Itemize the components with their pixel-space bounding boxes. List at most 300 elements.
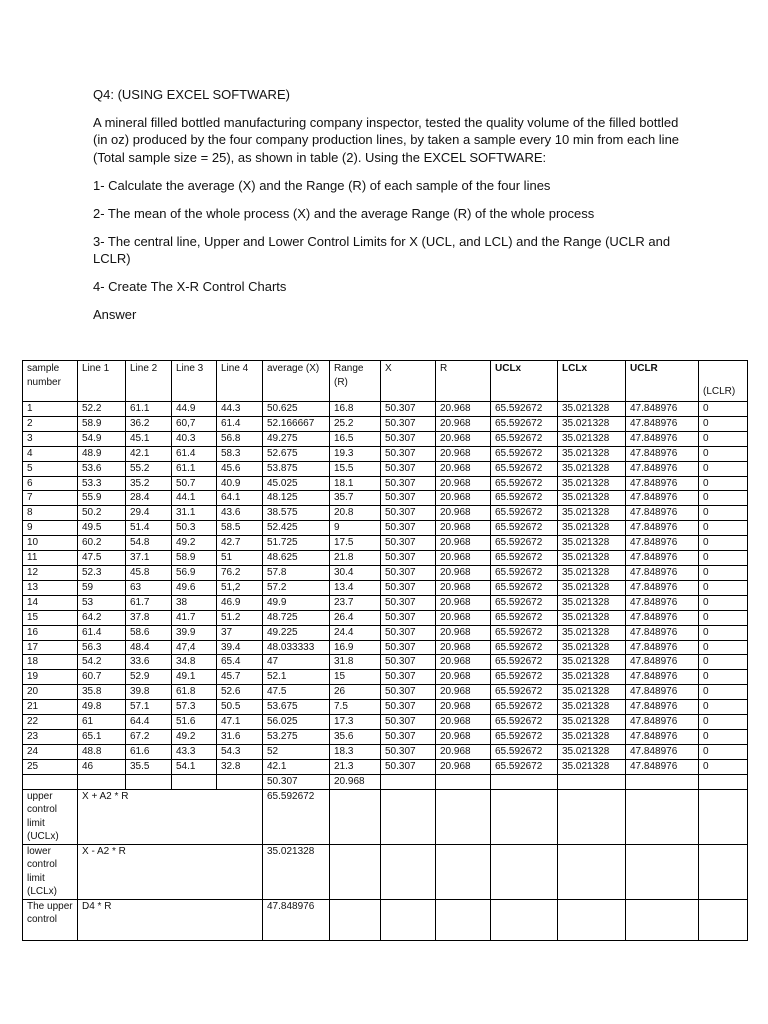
cell-line-1: 60.7 xyxy=(78,670,126,685)
ucl-r-label: The upper control xyxy=(23,899,78,940)
cell-lclr: 0 xyxy=(699,580,748,595)
cell-uclx: 65.592672 xyxy=(491,610,558,625)
cell-average: 49.225 xyxy=(263,625,330,640)
cell-uclx: 65.592672 xyxy=(491,402,558,417)
cell-average: 48.125 xyxy=(263,491,330,506)
cell-average: 49.9 xyxy=(263,595,330,610)
table-row xyxy=(23,565,748,580)
cell-uclr: 47.848976 xyxy=(626,506,699,521)
cell-uclx: 65.592672 xyxy=(491,416,558,431)
cell-average: 53.875 xyxy=(263,461,330,476)
header-x-bar: X xyxy=(381,361,436,402)
cell-line-1: 52.3 xyxy=(78,565,126,580)
cell-lclr: 0 xyxy=(699,476,748,491)
cell-line-3: 49.2 xyxy=(172,536,217,551)
table-row xyxy=(23,521,748,536)
cell-line-3: 38 xyxy=(172,595,217,610)
cell-x-bar: 50.307 xyxy=(381,416,436,431)
cell-uclx: 65.592672 xyxy=(491,759,558,774)
cell-lclr: 0 xyxy=(699,431,748,446)
cell-sample: 21 xyxy=(23,700,78,715)
cell-lclr: 0 xyxy=(699,655,748,670)
cell-lclr: 0 xyxy=(699,521,748,536)
cell-average: 53.275 xyxy=(263,729,330,744)
cell-lclx: 35.021328 xyxy=(558,744,626,759)
cell-uclx: 65.592672 xyxy=(491,506,558,521)
cell-line-3: 49.6 xyxy=(172,580,217,595)
cell-uclx: 65.592672 xyxy=(491,595,558,610)
cell-range: 25.2 xyxy=(330,416,381,431)
task-2: 2- The mean of the whole process (X) and the average Range (R) of the whole process xyxy=(93,205,595,221)
cell-lclx: 35.021328 xyxy=(558,670,626,685)
cell-sample: 3 xyxy=(23,431,78,446)
question-text xyxy=(93,86,683,334)
cell-line-4: 58.3 xyxy=(217,446,263,461)
cell-uclx: 65.592672 xyxy=(491,565,558,580)
cell-line-4: 52.6 xyxy=(217,685,263,700)
cell-r-bar: 20.968 xyxy=(436,625,491,640)
cell-line-4: 58.5 xyxy=(217,521,263,536)
cell-lclx: 35.021328 xyxy=(558,551,626,566)
cell-range: 16.5 xyxy=(330,431,381,446)
cell-average: 49.275 xyxy=(263,431,330,446)
cell-uclx: 65.592672 xyxy=(491,670,558,685)
cell-lclx: 35.021328 xyxy=(558,521,626,536)
cell-line-2: 61.6 xyxy=(126,744,172,759)
cell-average: 50.625 xyxy=(263,402,330,417)
cell-line-2: 35.2 xyxy=(126,476,172,491)
cell-r-bar: 20.968 xyxy=(436,431,491,446)
cell-line-3: 56.9 xyxy=(172,565,217,580)
table-row xyxy=(23,625,748,640)
cell-sample: 14 xyxy=(23,595,78,610)
cell-r-bar: 20.968 xyxy=(436,446,491,461)
table-row xyxy=(23,431,748,446)
cell-average: 56.025 xyxy=(263,715,330,730)
cell-lclx: 35.021328 xyxy=(558,536,626,551)
table-row xyxy=(23,685,748,700)
cell-x-bar: 50.307 xyxy=(381,446,436,461)
cell-line-1: 60.2 xyxy=(78,536,126,551)
table-row xyxy=(23,402,748,417)
cell-line-4: 65.4 xyxy=(217,655,263,670)
cell-x-bar: 50.307 xyxy=(381,551,436,566)
cell-line-2: 45.8 xyxy=(126,565,172,580)
cell-line-4: 46.9 xyxy=(217,595,263,610)
cell-lclx: 35.021328 xyxy=(558,491,626,506)
header-average: average (X) xyxy=(263,361,330,402)
cell-line-4: 47.1 xyxy=(217,715,263,730)
lcl-x-row xyxy=(23,844,748,899)
ucl-r-value: 47.848976 xyxy=(263,899,330,940)
cell-line-2: 35.5 xyxy=(126,759,172,774)
cell-sample: 18 xyxy=(23,655,78,670)
cell-line-3: 31.1 xyxy=(172,506,217,521)
cell-range: 35.6 xyxy=(330,729,381,744)
cell-average: 52.675 xyxy=(263,446,330,461)
cell-lclr: 0 xyxy=(699,715,748,730)
cell-uclr: 47.848976 xyxy=(626,431,699,446)
cell-line-2: 28.4 xyxy=(126,491,172,506)
cell-line-4: 56.8 xyxy=(217,431,263,446)
cell-uclr: 47.848976 xyxy=(626,625,699,640)
cell-line-1: 48.8 xyxy=(78,744,126,759)
task-1: 1- Calculate the average (X) and the Range (R) of each sample of the four lines xyxy=(93,177,551,193)
cell-lclx: 35.021328 xyxy=(558,461,626,476)
cell-line-2: 37.1 xyxy=(126,551,172,566)
question-intro: A mineral filled bottled manufacturing company inspector, tested the quality volume of the filled bottled (in oz) produced by the four company production lines, by taken a sample every 10 min from each line (Total sample size = 25), as shown in table (2). Using the EXCEL SOFTWARE: xyxy=(93,114,680,165)
cell-line-3: 44.9 xyxy=(172,402,217,417)
task-4: 4- Create The X-R Control Charts xyxy=(93,279,287,294)
cell-line-2: 39.8 xyxy=(126,685,172,700)
cell-line-4: 43.6 xyxy=(217,506,263,521)
cell-lclx: 35.021328 xyxy=(558,685,626,700)
cell-line-4: 51 xyxy=(217,551,263,566)
cell-line-2: 61.7 xyxy=(126,595,172,610)
ucl-x-value: 65.592672 xyxy=(263,789,330,844)
cell-uclr: 47.848976 xyxy=(626,446,699,461)
cell-lclr: 0 xyxy=(699,595,748,610)
cell-range: 26 xyxy=(330,685,381,700)
cell-lclx: 35.021328 xyxy=(558,506,626,521)
cell-sample: 23 xyxy=(23,729,78,744)
cell-uclx: 65.592672 xyxy=(491,744,558,759)
cell-x-bar: 50.307 xyxy=(381,431,436,446)
cell-r-bar: 20.968 xyxy=(436,491,491,506)
cell-average: 52 xyxy=(263,744,330,759)
cell-range: 21.3 xyxy=(330,759,381,774)
cell-range: 26.4 xyxy=(330,610,381,625)
cell-r-bar: 20.968 xyxy=(436,685,491,700)
answer-label: Answer xyxy=(93,307,137,322)
cell-lclx: 35.021328 xyxy=(558,595,626,610)
cell-x-bar: 50.307 xyxy=(381,491,436,506)
table-row xyxy=(23,729,748,744)
cell-uclr: 47.848976 xyxy=(626,551,699,566)
cell-uclr: 47.848976 xyxy=(626,715,699,730)
cell-range: 23.7 xyxy=(330,595,381,610)
cell-sample: 15 xyxy=(23,610,78,625)
cell-lclx: 35.021328 xyxy=(558,759,626,774)
cell-uclr: 47.848976 xyxy=(626,461,699,476)
cell-x-bar: 50.307 xyxy=(381,536,436,551)
cell-sample: 7 xyxy=(23,491,78,506)
cell-x-bar: 50.307 xyxy=(381,565,436,580)
table-row xyxy=(23,640,748,655)
cell-line-4: 44.3 xyxy=(217,402,263,417)
cell-average: 38.575 xyxy=(263,506,330,521)
header-line-1: Line 1 xyxy=(78,361,126,402)
cell-x-bar: 50.307 xyxy=(381,655,436,670)
cell-uclx: 65.592672 xyxy=(491,551,558,566)
cell-range: 13.4 xyxy=(330,580,381,595)
table-row xyxy=(23,655,748,670)
cell-line-4: 40.9 xyxy=(217,476,263,491)
cell-line-1: 53 xyxy=(78,595,126,610)
table-row xyxy=(23,476,748,491)
cell-lclr: 0 xyxy=(699,536,748,551)
cell-range: 16.9 xyxy=(330,640,381,655)
cell-r-bar: 20.968 xyxy=(436,670,491,685)
cell-r-bar: 20.968 xyxy=(436,595,491,610)
cell-uclx: 65.592672 xyxy=(491,431,558,446)
cell-r-bar: 20.968 xyxy=(436,476,491,491)
cell-line-3: 50.3 xyxy=(172,521,217,536)
cell-r-bar: 20.968 xyxy=(436,610,491,625)
cell-average: 52.1 xyxy=(263,670,330,685)
cell-sample: 1 xyxy=(23,402,78,417)
cell-line-3: 61.1 xyxy=(172,461,217,476)
cell-line-2: 57.1 xyxy=(126,700,172,715)
cell-average: 53.675 xyxy=(263,700,330,715)
cell-r-bar: 20.968 xyxy=(436,416,491,431)
cell-x-bar: 50.307 xyxy=(381,715,436,730)
cell-uclx: 65.592672 xyxy=(491,461,558,476)
table-row xyxy=(23,670,748,685)
cell-line-3: 61.8 xyxy=(172,685,217,700)
cell-uclx: 65.592672 xyxy=(491,625,558,640)
header-lclx: LCLx xyxy=(558,361,626,402)
cell-uclx: 65.592672 xyxy=(491,536,558,551)
cell-line-1: 46 xyxy=(78,759,126,774)
cell-line-4: 45.6 xyxy=(217,461,263,476)
cell-lclx: 35.021328 xyxy=(558,625,626,640)
cell-uclx: 65.592672 xyxy=(491,446,558,461)
cell-uclr: 47.848976 xyxy=(626,729,699,744)
cell-range: 35.7 xyxy=(330,491,381,506)
table-row xyxy=(23,759,748,774)
table-row xyxy=(23,715,748,730)
cell-lclr: 0 xyxy=(699,670,748,685)
cell-r-bar: 20.968 xyxy=(436,521,491,536)
cell-line-3: 50.7 xyxy=(172,476,217,491)
cell-average: 48.725 xyxy=(263,610,330,625)
table-row xyxy=(23,506,748,521)
cell-line-2: 33.6 xyxy=(126,655,172,670)
cell-r-bar: 20.968 xyxy=(436,655,491,670)
cell-line-1: 35.8 xyxy=(78,685,126,700)
cell-range: 7.5 xyxy=(330,700,381,715)
cell-r-bar: 20.968 xyxy=(436,506,491,521)
cell-average: 45.025 xyxy=(263,476,330,491)
cell-r-bar: 20.968 xyxy=(436,700,491,715)
cell-uclx: 65.592672 xyxy=(491,491,558,506)
cell-line-1: 64.2 xyxy=(78,610,126,625)
lcl-x-formula: X - A2 * R xyxy=(78,844,263,899)
cell-line-1: 49.8 xyxy=(78,700,126,715)
cell-lclr: 0 xyxy=(699,744,748,759)
header-line-3: Line 3 xyxy=(172,361,217,402)
header-uclx: UCLx xyxy=(491,361,558,402)
cell-line-2: 55.2 xyxy=(126,461,172,476)
cell-line-2: 37.8 xyxy=(126,610,172,625)
cell-uclx: 65.592672 xyxy=(491,685,558,700)
cell-x-bar: 50.307 xyxy=(381,700,436,715)
cell-line-2: 54.8 xyxy=(126,536,172,551)
cell-range: 31.8 xyxy=(330,655,381,670)
cell-x-bar: 50.307 xyxy=(381,610,436,625)
cell-uclr: 47.848976 xyxy=(626,521,699,536)
table-row xyxy=(23,610,748,625)
table-row xyxy=(23,700,748,715)
header-r-bar: R xyxy=(436,361,491,402)
cell-lclx: 35.021328 xyxy=(558,580,626,595)
cell-lclx: 35.021328 xyxy=(558,610,626,625)
table-row xyxy=(23,461,748,476)
cell-line-1: 54.9 xyxy=(78,431,126,446)
cell-line-3: 34.8 xyxy=(172,655,217,670)
cell-line-1: 56.3 xyxy=(78,640,126,655)
cell-lclx: 35.021328 xyxy=(558,565,626,580)
cell-sample: 24 xyxy=(23,744,78,759)
cell-range: 30.4 xyxy=(330,565,381,580)
cell-lclx: 35.021328 xyxy=(558,476,626,491)
cell-range: 17.5 xyxy=(330,536,381,551)
ucl-x-row xyxy=(23,789,748,844)
cell-r-bar: 20.968 xyxy=(436,536,491,551)
average-range: 20.968 xyxy=(330,774,381,789)
header-line-4: Line 4 xyxy=(217,361,263,402)
cell-uclr: 47.848976 xyxy=(626,640,699,655)
cell-sample: 20 xyxy=(23,685,78,700)
cell-lclr: 0 xyxy=(699,491,748,506)
cell-sample: 8 xyxy=(23,506,78,521)
cell-lclx: 35.021328 xyxy=(558,640,626,655)
cell-range: 20.8 xyxy=(330,506,381,521)
cell-x-bar: 50.307 xyxy=(381,744,436,759)
table-row xyxy=(23,595,748,610)
cell-lclr: 0 xyxy=(699,551,748,566)
cell-average: 57.8 xyxy=(263,565,330,580)
cell-line-3: 39.9 xyxy=(172,625,217,640)
cell-uclx: 65.592672 xyxy=(491,715,558,730)
header-range: Range (R) xyxy=(330,361,381,402)
cell-uclr: 47.848976 xyxy=(626,580,699,595)
cell-line-1: 55.9 xyxy=(78,491,126,506)
cell-line-3: 40.3 xyxy=(172,431,217,446)
cell-range: 24.4 xyxy=(330,625,381,640)
table-row xyxy=(23,744,748,759)
cell-lclx: 35.021328 xyxy=(558,715,626,730)
cell-x-bar: 50.307 xyxy=(381,476,436,491)
cell-x-bar: 50.307 xyxy=(381,625,436,640)
cell-line-3: 61.4 xyxy=(172,446,217,461)
cell-lclx: 35.021328 xyxy=(558,700,626,715)
cell-lclr: 0 xyxy=(699,446,748,461)
cell-line-3: 58.9 xyxy=(172,551,217,566)
cell-line-3: 54.1 xyxy=(172,759,217,774)
cell-range: 15 xyxy=(330,670,381,685)
table-row xyxy=(23,536,748,551)
cell-sample: 5 xyxy=(23,461,78,476)
cell-uclx: 65.592672 xyxy=(491,700,558,715)
cell-average: 57.2 xyxy=(263,580,330,595)
cell-line-4: 32.8 xyxy=(217,759,263,774)
cell-line-1: 58.9 xyxy=(78,416,126,431)
cell-uclx: 65.592672 xyxy=(491,640,558,655)
table-row xyxy=(23,580,748,595)
cell-line-2: 36.2 xyxy=(126,416,172,431)
question-title: Q4: (USING EXCEL SOFTWARE) xyxy=(93,87,290,102)
cell-sample: 4 xyxy=(23,446,78,461)
cell-x-bar: 50.307 xyxy=(381,640,436,655)
cell-sample: 10 xyxy=(23,536,78,551)
cell-sample: 2 xyxy=(23,416,78,431)
totals-row xyxy=(23,774,748,789)
cell-line-4: 37 xyxy=(217,625,263,640)
cell-sample: 25 xyxy=(23,759,78,774)
cell-x-bar: 50.307 xyxy=(381,670,436,685)
cell-line-4: 45.7 xyxy=(217,670,263,685)
cell-line-4: 51,2 xyxy=(217,580,263,595)
cell-average: 48.625 xyxy=(263,551,330,566)
cell-r-bar: 20.968 xyxy=(436,580,491,595)
cell-sample: 19 xyxy=(23,670,78,685)
cell-lclr: 0 xyxy=(699,640,748,655)
cell-line-4: 61.4 xyxy=(217,416,263,431)
cell-r-bar: 20.968 xyxy=(436,759,491,774)
cell-lclx: 35.021328 xyxy=(558,416,626,431)
cell-line-2: 52.9 xyxy=(126,670,172,685)
cell-lclr: 0 xyxy=(699,402,748,417)
cell-sample: 11 xyxy=(23,551,78,566)
cell-r-bar: 20.968 xyxy=(436,565,491,580)
table-row xyxy=(23,491,748,506)
cell-line-1: 49.5 xyxy=(78,521,126,536)
cell-uclr: 47.848976 xyxy=(626,685,699,700)
cell-line-4: 31.6 xyxy=(217,729,263,744)
cell-lclr: 0 xyxy=(699,729,748,744)
cell-x-bar: 50.307 xyxy=(381,729,436,744)
cell-range: 19.3 xyxy=(330,446,381,461)
cell-line-4: 39.4 xyxy=(217,640,263,655)
cell-uclx: 65.592672 xyxy=(491,729,558,744)
header-line-2: Line 2 xyxy=(126,361,172,402)
cell-line-3: 57.3 xyxy=(172,700,217,715)
cell-sample: 17 xyxy=(23,640,78,655)
cell-line-2: 67.2 xyxy=(126,729,172,744)
table-row xyxy=(23,551,748,566)
header-uclr: UCLR xyxy=(626,361,699,402)
cell-average: 47.5 xyxy=(263,685,330,700)
cell-uclx: 65.592672 xyxy=(491,476,558,491)
cell-sample: 9 xyxy=(23,521,78,536)
cell-line-4: 76.2 xyxy=(217,565,263,580)
cell-r-bar: 20.968 xyxy=(436,551,491,566)
lcl-x-label: lower control limit (LCLx) xyxy=(23,844,78,899)
cell-lclr: 0 xyxy=(699,685,748,700)
cell-uclr: 47.848976 xyxy=(626,491,699,506)
cell-sample: 16 xyxy=(23,625,78,640)
header-sample-number: sample number xyxy=(23,361,78,402)
cell-uclr: 47.848976 xyxy=(626,655,699,670)
cell-line-3: 60,7 xyxy=(172,416,217,431)
ucl-x-formula: X + A2 * R xyxy=(78,789,263,844)
cell-lclx: 35.021328 xyxy=(558,402,626,417)
cell-x-bar: 50.307 xyxy=(381,685,436,700)
cell-line-1: 48.9 xyxy=(78,446,126,461)
table-row xyxy=(23,446,748,461)
cell-sample: 12 xyxy=(23,565,78,580)
cell-x-bar: 50.307 xyxy=(381,402,436,417)
cell-r-bar: 20.968 xyxy=(436,402,491,417)
table-row xyxy=(23,416,748,431)
cell-uclx: 65.592672 xyxy=(491,580,558,595)
cell-uclr: 47.848976 xyxy=(626,402,699,417)
cell-average: 47 xyxy=(263,655,330,670)
cell-r-bar: 20.968 xyxy=(436,729,491,744)
cell-x-bar: 50.307 xyxy=(381,759,436,774)
